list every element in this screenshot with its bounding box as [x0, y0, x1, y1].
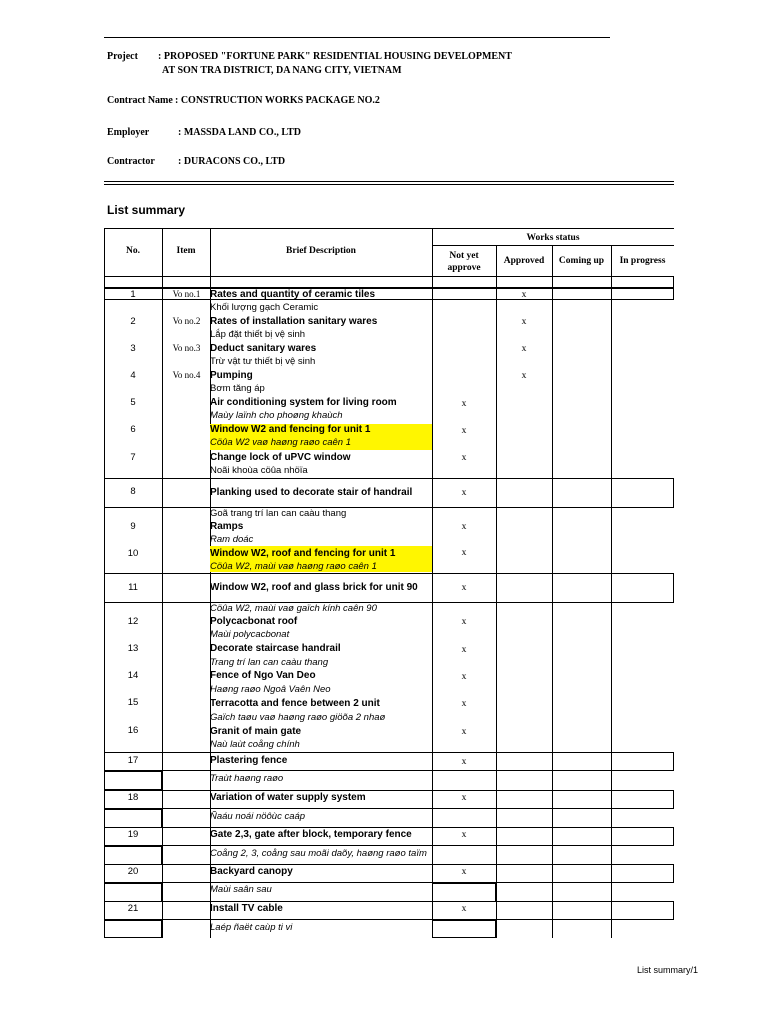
row-18-sub-box: [104, 809, 162, 828]
row-19-no: 19: [127, 829, 139, 840]
row-21-vn: Laép ñaët caùp ti vi: [210, 922, 293, 933]
header-rule-1: [104, 181, 674, 182]
row-10-not-yet-mark: x: [461, 548, 467, 558]
employer-label: Employer: [107, 127, 150, 138]
row-12-no: 12: [127, 616, 139, 627]
row-18-no: 18: [127, 792, 139, 803]
row-5-vn: Maùy laïnh cho phoøng khaùch: [210, 410, 343, 421]
row-5-desc: Air conditioning system for living room: [210, 397, 397, 408]
row-16-no: 16: [127, 725, 139, 736]
row-1-item: Vo no.1: [172, 289, 201, 299]
row-13-desc: Decorate staircase handrail: [210, 643, 341, 654]
row-3-vn: Trừ vật tư thiết bị vệ sinh: [210, 356, 316, 367]
row-2-approved-mark: x: [521, 317, 527, 327]
row-11-vn: Cöûa W2, maùi vaø gaïch kính caên 90: [210, 603, 377, 614]
row-21-sub-box: [104, 920, 162, 938]
row-14-no: 14: [127, 670, 139, 681]
row-13-not-yet-mark: x: [461, 645, 467, 655]
col-header-no: No.: [126, 246, 140, 256]
row-4-desc: Pumping: [210, 370, 253, 381]
header-rule-2: [104, 184, 674, 185]
row-21-desc: Install TV cable: [210, 903, 283, 914]
row-3-approved-mark: x: [521, 344, 527, 354]
row-3-item: Vo no.3: [172, 343, 201, 353]
row-6-vn: Cöûa W2 vaø haøng raøo caên 1: [210, 437, 351, 448]
row-17-vn: Traùt haøng raøo: [210, 773, 284, 784]
row-12-vn: Maùi polycacbonat: [210, 629, 290, 640]
project-label: Project: [107, 51, 138, 62]
row-9-desc: Ramps: [210, 521, 244, 532]
row-14-not-yet-mark: x: [461, 672, 467, 682]
row-7-vn: Noãi khoùa cöûa nhöïa: [210, 465, 308, 476]
row-20-no: 20: [127, 866, 139, 877]
contractor-value: : DURACONS CO., LTD: [178, 156, 286, 167]
table-top-border: [104, 228, 674, 229]
row-10-desc: Window W2, roof and fencing for unit 1: [210, 548, 396, 559]
row-17-desc: Plastering fence: [210, 755, 288, 766]
row-17-box: [104, 752, 674, 771]
row-13-vn: Trang trí lan can caàu thang: [210, 657, 329, 668]
row-17-sub-box: [104, 771, 162, 790]
col-header-approved: Approved: [503, 256, 545, 266]
row-21-no: 21: [127, 903, 139, 914]
row-11-not-yet-mark: x: [461, 583, 467, 593]
row-3-desc: Deduct sanitary wares: [210, 343, 317, 354]
row-16-desc: Granit of main gate: [210, 726, 302, 737]
col-header-coming-up: Coming up: [558, 256, 605, 266]
works-status-rule: [432, 245, 674, 246]
row-19-sub-box: [104, 846, 162, 865]
row-21-sub-box-status: [432, 920, 496, 938]
col-header-brief: Brief Description: [286, 246, 356, 256]
row-21-box: [104, 901, 674, 920]
employer-value: : MASSDA LAND CO., LTD: [178, 127, 301, 138]
row-4-no: 4: [130, 370, 136, 381]
row-21-not-yet-mark: x: [461, 904, 467, 914]
row-10-vn: Cöûa W2, maùi vaø haøng raøo caên 1: [210, 561, 377, 572]
row-5-no: 5: [130, 397, 136, 408]
row-5-not-yet-mark: x: [461, 399, 467, 409]
row-17-no: 17: [127, 755, 139, 766]
page-footer: List summary/1: [636, 965, 698, 975]
row-4-vn: Bơm tăng áp: [210, 383, 265, 394]
row-18-box: [104, 790, 674, 809]
row-2-no: 2: [130, 316, 136, 327]
row-14-vn: Haøng raøo Ngoâ Vaên Neo: [210, 684, 331, 695]
row-19-not-yet-mark: x: [461, 830, 467, 840]
contract-name-value: : CONSTRUCTION WORKS PACKAGE NO.2: [175, 95, 380, 106]
row-8-desc: Planking used to decorate stair of handrail: [210, 487, 413, 498]
row-18-vn: Ñaáu noái nöôùc caáp: [210, 811, 306, 822]
row-18-not-yet-mark: x: [461, 793, 467, 803]
row-20-sub-box-status: [432, 883, 496, 902]
row-15-desc: Terracotta and fence between 2 unit: [210, 698, 380, 709]
row-1-no: 1: [130, 289, 136, 300]
row-15-not-yet-mark: x: [461, 699, 467, 709]
empty-row-box: [104, 276, 674, 288]
row-9-vn: Ram doác: [210, 534, 254, 545]
row-2-item: Vo no.2: [172, 316, 201, 326]
contract-name-label: Contract Name: [107, 95, 173, 106]
col-header-not-yet-1: Not yet: [449, 251, 479, 261]
row-7-not-yet-mark: x: [461, 453, 467, 463]
row-6-not-yet-mark: x: [461, 426, 467, 436]
row-1-approved-mark: x: [521, 290, 527, 300]
col-header-works-status: Works status: [526, 233, 580, 243]
row-17-not-yet-mark: x: [461, 757, 467, 767]
project-line-1: : PROPOSED "FORTUNE PARK" RESIDENTIAL HOUSING DEVELOPMENT: [158, 51, 512, 62]
row-8-not-yet-mark: x: [461, 488, 467, 498]
row-19-vn: Coång 2, 3, coång sau moãi daõy, haøng raøo taïm: [210, 848, 427, 859]
row-20-sub-box: [104, 883, 162, 902]
row-15-vn: Gaïch taøu vaø haøng raøo giöõa 2 nhaø: [210, 712, 386, 723]
row-6-no: 6: [130, 424, 136, 435]
row-11-desc: Window W2, roof and glass brick for unit 90: [210, 582, 418, 593]
row-14-desc: Fence of Ngo Van Deo: [210, 670, 316, 681]
row-10-no: 10: [127, 548, 139, 559]
row-18-desc: Variation of water supply system: [210, 792, 366, 803]
row-9-no: 9: [130, 521, 136, 532]
row-4-item: Vo no.4: [172, 370, 201, 380]
contractor-label: Contractor: [107, 156, 155, 167]
row-19-desc: Gate 2,3, gate after block, temporary fence: [210, 829, 412, 840]
row-13-no: 13: [127, 643, 139, 654]
row-2-desc: Rates of installation sanitary wares: [210, 316, 378, 327]
row-8-no: 8: [130, 486, 136, 497]
col-header-not-yet-2: approve: [447, 263, 481, 273]
row-16-vn: Naù laùt coång chính: [210, 739, 300, 750]
col-header-in-progress: In progress: [619, 256, 666, 266]
row-2-vn: Lắp đặt thiết bị vệ sinh: [210, 329, 306, 340]
row-3-no: 3: [130, 343, 136, 354]
row-11-no: 11: [128, 582, 138, 593]
row-12-not-yet-mark: x: [461, 617, 467, 627]
row-20-desc: Backyard canopy: [210, 866, 293, 877]
project-line-2: AT SON TRA DISTRICT, DA NANG CITY, VIETNAM: [162, 65, 402, 76]
row-7-desc: Change lock of uPVC window: [210, 452, 351, 463]
row-9-not-yet-mark: x: [461, 522, 467, 532]
row-20-vn: Maùi saân sau: [210, 884, 272, 895]
row-20-not-yet-mark: x: [461, 867, 467, 877]
row-12-desc: Polycacbonat roof: [210, 616, 298, 627]
row-6-desc: Window W2 and fencing for unit 1: [210, 424, 371, 435]
row-4-approved-mark: x: [521, 371, 527, 381]
row-7-no: 7: [130, 452, 136, 463]
row-20-box: [104, 864, 674, 883]
col-header-item: Item: [176, 246, 196, 256]
row-8-vn: Goã trang trí lan can caàu thang: [210, 508, 347, 519]
top-rule: [104, 37, 610, 38]
row-1-vn: Khối lượng gạch Ceramic: [210, 302, 319, 313]
list-summary-title: List summary: [107, 203, 186, 217]
row-15-no: 15: [127, 697, 139, 708]
row-16-not-yet-mark: x: [461, 727, 467, 737]
row-1-desc: Rates and quantity of ceramic tiles: [210, 289, 376, 300]
